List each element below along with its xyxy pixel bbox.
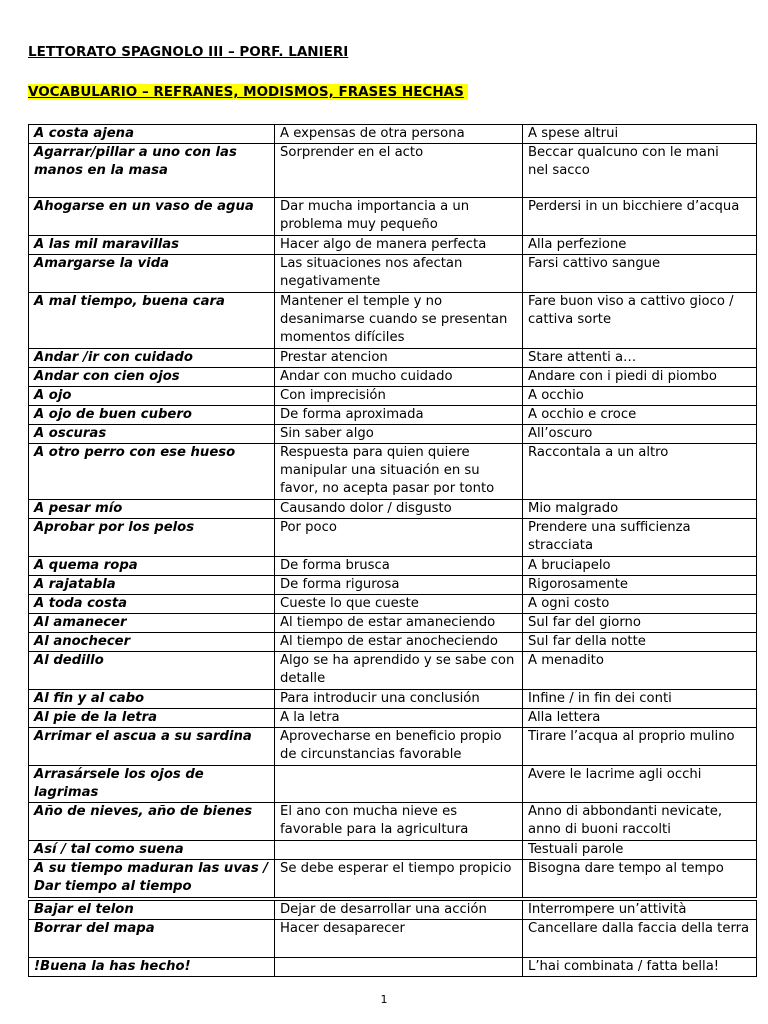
cell-expression: A su tiempo maduran las uvas / Dar tiempo al tiempo <box>29 860 275 898</box>
cell-italian-equivalent: Sul far del giorno <box>523 614 757 633</box>
cell-expression: Andar /ir con cuidado <box>29 349 275 368</box>
cell-spanish-meaning: Causando dolor / disgusto <box>275 500 523 519</box>
table-row <box>29 236 757 255</box>
cell-expression: A las mil maravillas <box>29 236 275 255</box>
cell-expression: A quema ropa <box>29 557 275 576</box>
document-title: LETTORATO SPAGNOLO III – PORF. LANIERI <box>28 44 349 60</box>
cell-expression: Al fin y al cabo <box>29 690 275 709</box>
vocabulary-table <box>28 124 757 898</box>
cell-expression: Bajar el telon <box>29 901 275 920</box>
cell-spanish-meaning: Con imprecisión <box>275 387 523 406</box>
cell-italian-equivalent: Alla perfezione <box>523 236 757 255</box>
cell-italian-equivalent: Beccar qualcuno con le mani nel sacco <box>523 144 757 198</box>
cell-expression: Al dedillo <box>29 652 275 690</box>
cell-spanish-meaning: Al tiempo de estar anocheciendo <box>275 633 523 652</box>
cell-expression: Arrasársele los ojos de lagrimas <box>29 766 275 803</box>
cell-spanish-meaning: Por poco <box>275 519 523 557</box>
cell-spanish-meaning: Sin saber algo <box>275 425 523 444</box>
cell-expression: Al anochecer <box>29 633 275 652</box>
cell-spanish-meaning: Dejar de desarrollar una acción <box>275 901 523 920</box>
table-row <box>29 144 757 198</box>
cell-italian-equivalent: Alla lettera <box>523 709 757 728</box>
table-row <box>29 958 757 977</box>
table-row <box>29 125 757 144</box>
cell-expression: Año de nieves, año de bienes <box>29 803 275 841</box>
cell-expression: Arrimar el ascua a su sardina <box>29 728 275 766</box>
cell-spanish-meaning: Se debe esperar el tiempo propicio <box>275 860 523 898</box>
table-row <box>29 614 757 633</box>
cell-italian-equivalent: Prendere una sufficienza stracciata <box>523 519 757 557</box>
table-row <box>29 595 757 614</box>
cell-spanish-meaning: Algo se ha aprendido y se sabe con detalle <box>275 652 523 690</box>
cell-italian-equivalent: A bruciapelo <box>523 557 757 576</box>
table-row <box>29 652 757 690</box>
cell-expression: !Buena la has hecho! <box>29 958 275 977</box>
table-row <box>29 500 757 519</box>
cell-expression: Así / tal como suena <box>29 841 275 860</box>
cell-italian-equivalent: Avere le lacrime agli occhi <box>523 766 757 803</box>
section-title: VOCABULARIO – REFRANES, MODISMOS, FRASES HECHAS <box>28 84 468 100</box>
cell-spanish-meaning: Cueste lo que cueste <box>275 595 523 614</box>
cell-italian-equivalent: A spese altrui <box>523 125 757 144</box>
table-row <box>29 349 757 368</box>
cell-expression: Al pie de la letra <box>29 709 275 728</box>
cell-spanish-meaning: El ano con mucha nieve es favorable para la agricultura <box>275 803 523 841</box>
cell-italian-equivalent: L’hai combinata / fatta bella! <box>523 958 757 977</box>
table-row <box>29 690 757 709</box>
cell-expression: Ahogarse en un vaso de agua <box>29 198 275 236</box>
table-row <box>29 368 757 387</box>
cell-spanish-meaning: Prestar atencion <box>275 349 523 368</box>
table-row <box>29 255 757 293</box>
vocabulary-table-continued <box>28 900 757 977</box>
cell-spanish-meaning: Hacer algo de manera perfecta <box>275 236 523 255</box>
table-row <box>29 557 757 576</box>
cell-spanish-meaning: Hacer desaparecer <box>275 920 523 958</box>
cell-italian-equivalent: Tirare l’acqua al proprio mulino <box>523 728 757 766</box>
cell-expression: Borrar del mapa <box>29 920 275 958</box>
table-row <box>29 901 757 920</box>
cell-expression: A oscuras <box>29 425 275 444</box>
cell-spanish-meaning: Mantener el temple y no desanimarse cuando se presentan momentos difíciles <box>275 293 523 349</box>
table-row <box>29 293 757 349</box>
cell-expression: A ojo <box>29 387 275 406</box>
table-row <box>29 387 757 406</box>
cell-italian-equivalent: A ogni costo <box>523 595 757 614</box>
table-row <box>29 803 757 841</box>
cell-spanish-meaning: De forma rigurosa <box>275 576 523 595</box>
cell-spanish-meaning: Dar mucha importancia a un problema muy pequeño <box>275 198 523 236</box>
cell-italian-equivalent: Testuali parole <box>523 841 757 860</box>
table-row <box>29 633 757 652</box>
table-row <box>29 198 757 236</box>
cell-italian-equivalent: Bisogna dare tempo al tempo <box>523 860 757 898</box>
cell-spanish-meaning: A la letra <box>275 709 523 728</box>
cell-spanish-meaning: De forma brusca <box>275 557 523 576</box>
cell-spanish-meaning: Al tiempo de estar amaneciendo <box>275 614 523 633</box>
table-row <box>29 576 757 595</box>
cell-italian-equivalent: A occhio e croce <box>523 406 757 425</box>
cell-italian-equivalent: All’oscuro <box>523 425 757 444</box>
cell-italian-equivalent: Sul far della notte <box>523 633 757 652</box>
page-number: 1 <box>380 993 388 1006</box>
table-row <box>29 519 757 557</box>
cell-italian-equivalent: Raccontala a un altro <box>523 444 757 500</box>
cell-expression: A otro perro con ese hueso <box>29 444 275 500</box>
table-row <box>29 728 757 766</box>
table-row <box>29 766 757 803</box>
cell-expression: Aprobar por los pelos <box>29 519 275 557</box>
cell-spanish-meaning <box>275 841 523 860</box>
cell-expression: A pesar mío <box>29 500 275 519</box>
table-row <box>29 860 757 898</box>
cell-expression: Amargarse la vida <box>29 255 275 293</box>
cell-spanish-meaning: Sorprender en el acto <box>275 144 523 198</box>
cell-spanish-meaning: De forma aproximada <box>275 406 523 425</box>
cell-spanish-meaning: Las situaciones nos afectan negativamente <box>275 255 523 293</box>
cell-italian-equivalent: Fare buon viso a cattivo gioco / cattiva sorte <box>523 293 757 349</box>
cell-italian-equivalent: Mio malgrado <box>523 500 757 519</box>
cell-italian-equivalent: Infine / in fin dei conti <box>523 690 757 709</box>
table-row <box>29 444 757 500</box>
cell-italian-equivalent: Stare attenti a… <box>523 349 757 368</box>
cell-spanish-meaning: A expensas de otra persona <box>275 125 523 144</box>
cell-spanish-meaning: Andar con mucho cuidado <box>275 368 523 387</box>
cell-spanish-meaning <box>275 766 523 803</box>
cell-expression: Al amanecer <box>29 614 275 633</box>
cell-italian-equivalent: Rigorosamente <box>523 576 757 595</box>
cell-expression: A costa ajena <box>29 125 275 144</box>
cell-spanish-meaning: Aprovecharse en beneficio propio de circunstancias favorable <box>275 728 523 766</box>
cell-italian-equivalent: Anno di abbondanti nevicate, anno di buoni raccolti <box>523 803 757 841</box>
table-row <box>29 841 757 860</box>
cell-spanish-meaning <box>275 958 523 977</box>
cell-italian-equivalent: A menadito <box>523 652 757 690</box>
cell-expression: A toda costa <box>29 595 275 614</box>
cell-spanish-meaning: Respuesta para quien quiere manipular una situación en su favor, no acepta pasar por tonto <box>275 444 523 500</box>
cell-expression: A mal tiempo, buena cara <box>29 293 275 349</box>
cell-italian-equivalent: Interrompere un’attività <box>523 901 757 920</box>
cell-italian-equivalent: Perdersi in un bicchiere d’acqua <box>523 198 757 236</box>
cell-italian-equivalent: Andare con i piedi di piombo <box>523 368 757 387</box>
cell-expression: A ojo de buen cubero <box>29 406 275 425</box>
cell-expression: Agarrar/pillar a uno con las manos en la masa <box>29 144 275 198</box>
cell-italian-equivalent: Farsi cattivo sangue <box>523 255 757 293</box>
cell-italian-equivalent: Cancellare dalla faccia della terra <box>523 920 757 958</box>
cell-italian-equivalent: A occhio <box>523 387 757 406</box>
cell-spanish-meaning: Para introducir una conclusión <box>275 690 523 709</box>
table-row <box>29 406 757 425</box>
cell-expression: A rajatabla <box>29 576 275 595</box>
cell-expression: Andar con cien ojos <box>29 368 275 387</box>
table-row <box>29 709 757 728</box>
table-row <box>29 920 757 958</box>
table-row <box>29 425 757 444</box>
